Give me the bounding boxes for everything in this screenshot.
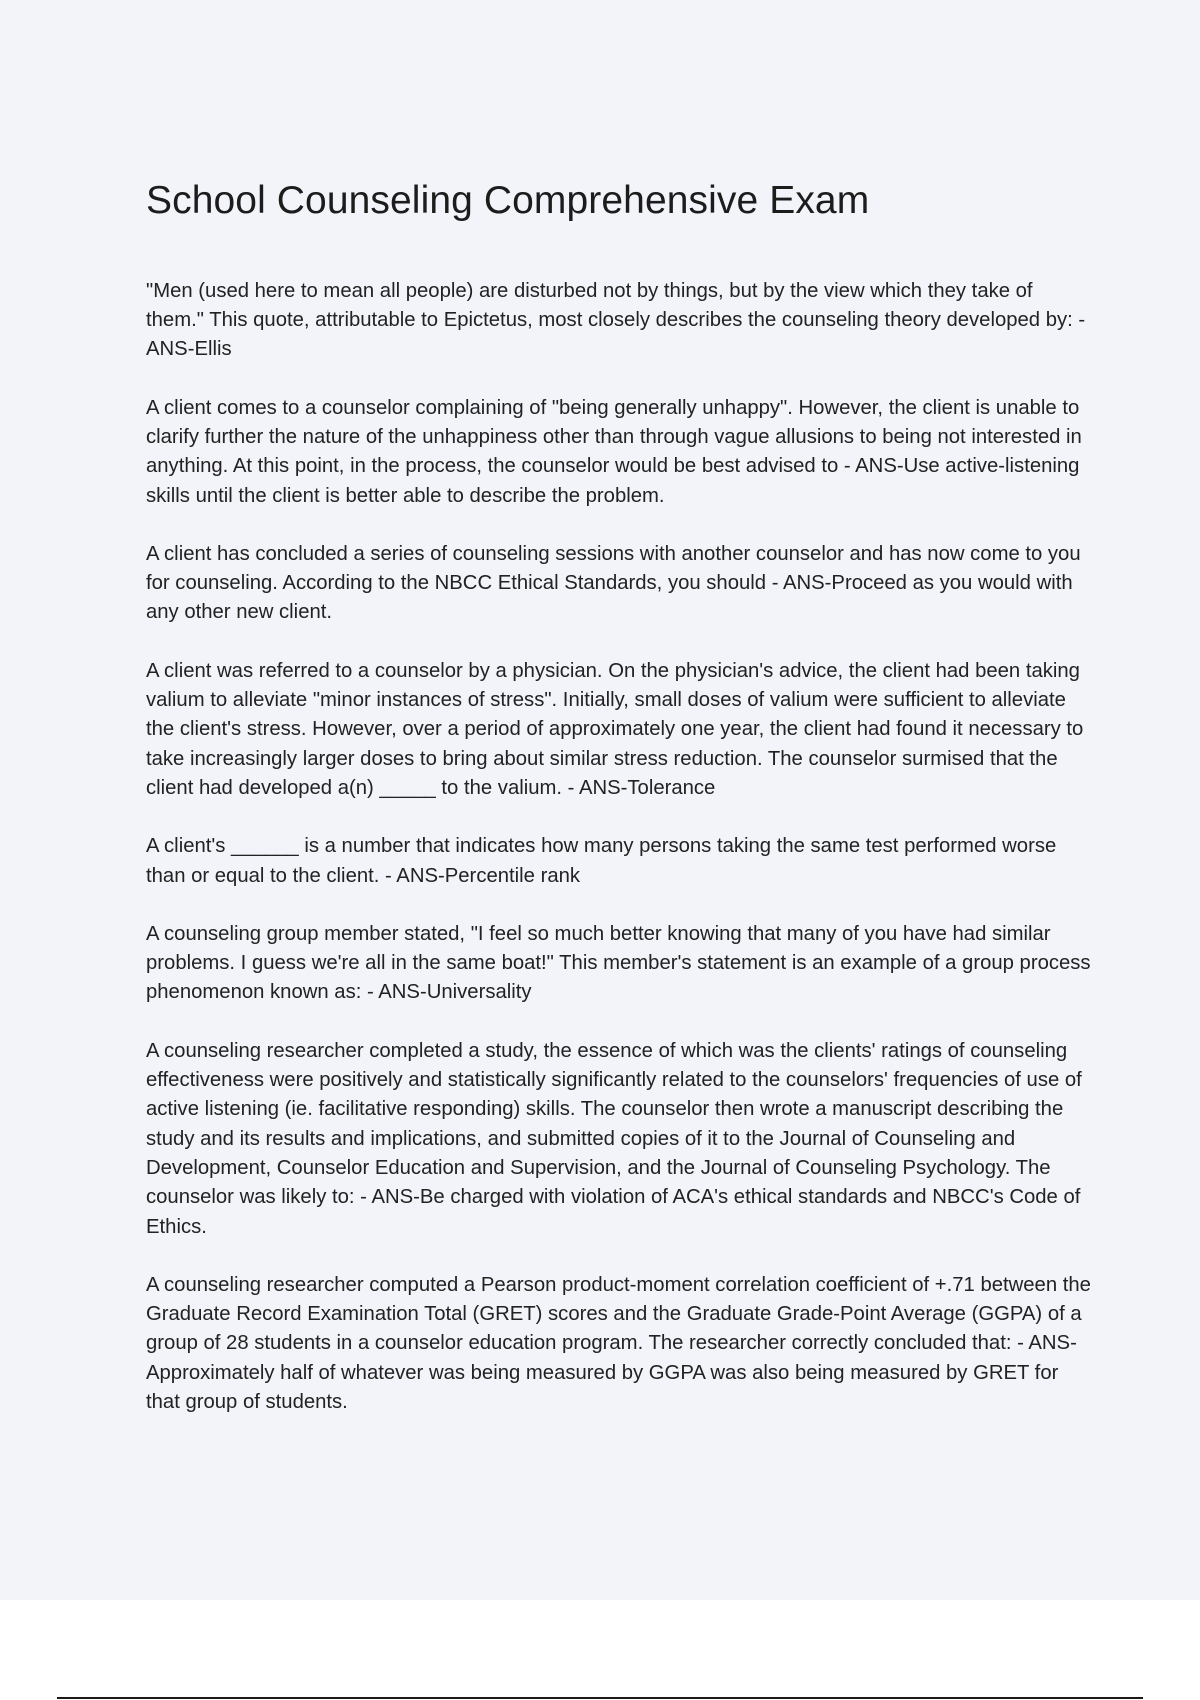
question-answer-3: A client has concluded a series of counseling sessions with another counselor and has now come to you for counseling. According to the NBCC Ethical Standards, you should - ANS-Proceed as you would with any other new client. xyxy=(146,542,1081,624)
question-answer-2: A client comes to a counselor complaining of "being generally unhappy". However, the client is unable to clarify further the nature of the unhappiness other than through vague allusions to being not interested in anything. At this point, in the process, the counselor would be best advised to - ANS-Use active-listening skills until the client is better able to describe the problem. xyxy=(146,396,1082,507)
question-answer-1: "Men (used here to mean all people) are disturbed not by things, but by the view which they take of them." This quote, attributable to Epictetus, most closely describes the counseling theory developed by: - ANS-Ellis xyxy=(146,279,1086,361)
document-title: School Counseling Comprehensive Exam xyxy=(146,179,870,222)
question-answer-4: A client was referred to a counselor by a physician. On the physician's advice, the client had been taking valium to alleviate "minor instances of stress". Initially, small doses of valium were sufficient to alleviate the client's stress. However, over a period of approximately one year, the client had found it necessary to take increasingly larger doses to bring about similar stress reduction. The counselor surmised that the client had developed a(n) _____ to the valium. - ANS-Tolerance xyxy=(146,659,1084,799)
document-content xyxy=(146,178,1091,1446)
question-answer-5: A client's ______ is a number that indicates how many persons taking the same test performed worse than or equal to the client. - ANS-Percentile rank xyxy=(146,835,1057,887)
question-answer-6: A counseling group member stated, "I feel so much better knowing that many of you have had similar problems. I guess we're all in the same boat!" This member's statement is an example of a group process phenomenon known as: - ANS-Universality xyxy=(146,922,1091,1004)
footer-divider xyxy=(57,1697,1143,1699)
question-answer-7: A counseling researcher completed a study, the essence of which was the clients' ratings of counseling effectiveness were positively and statistically significantly related to the counselors' frequencies of use of active listening (ie. facilitative responding) skills. The counselor then wrote a manuscript describing the study and its results and implications, and submitted copies of it to the Journal of Counseling and Development, Counselor Education and Supervision, and the Journal of Counseling Psychology. The counselor was likely to: - ANS-Be charged with violation of ACA's ethical standards and NBCC's Code of Ethics. xyxy=(146,1039,1082,1238)
question-answer-8: A counseling researcher computed a Pearson product-moment correlation coefficient of +.71 between the Graduate Record Examination Total (GRET) scores and the Graduate Grade-Point Average (GGPA) of a group of 28 students in a counselor education program. The researcher correctly concluded that: - ANS-Approximately half of whatever was being measured by GGPA was also being measured by GRET for that group of students. xyxy=(146,1273,1091,1413)
